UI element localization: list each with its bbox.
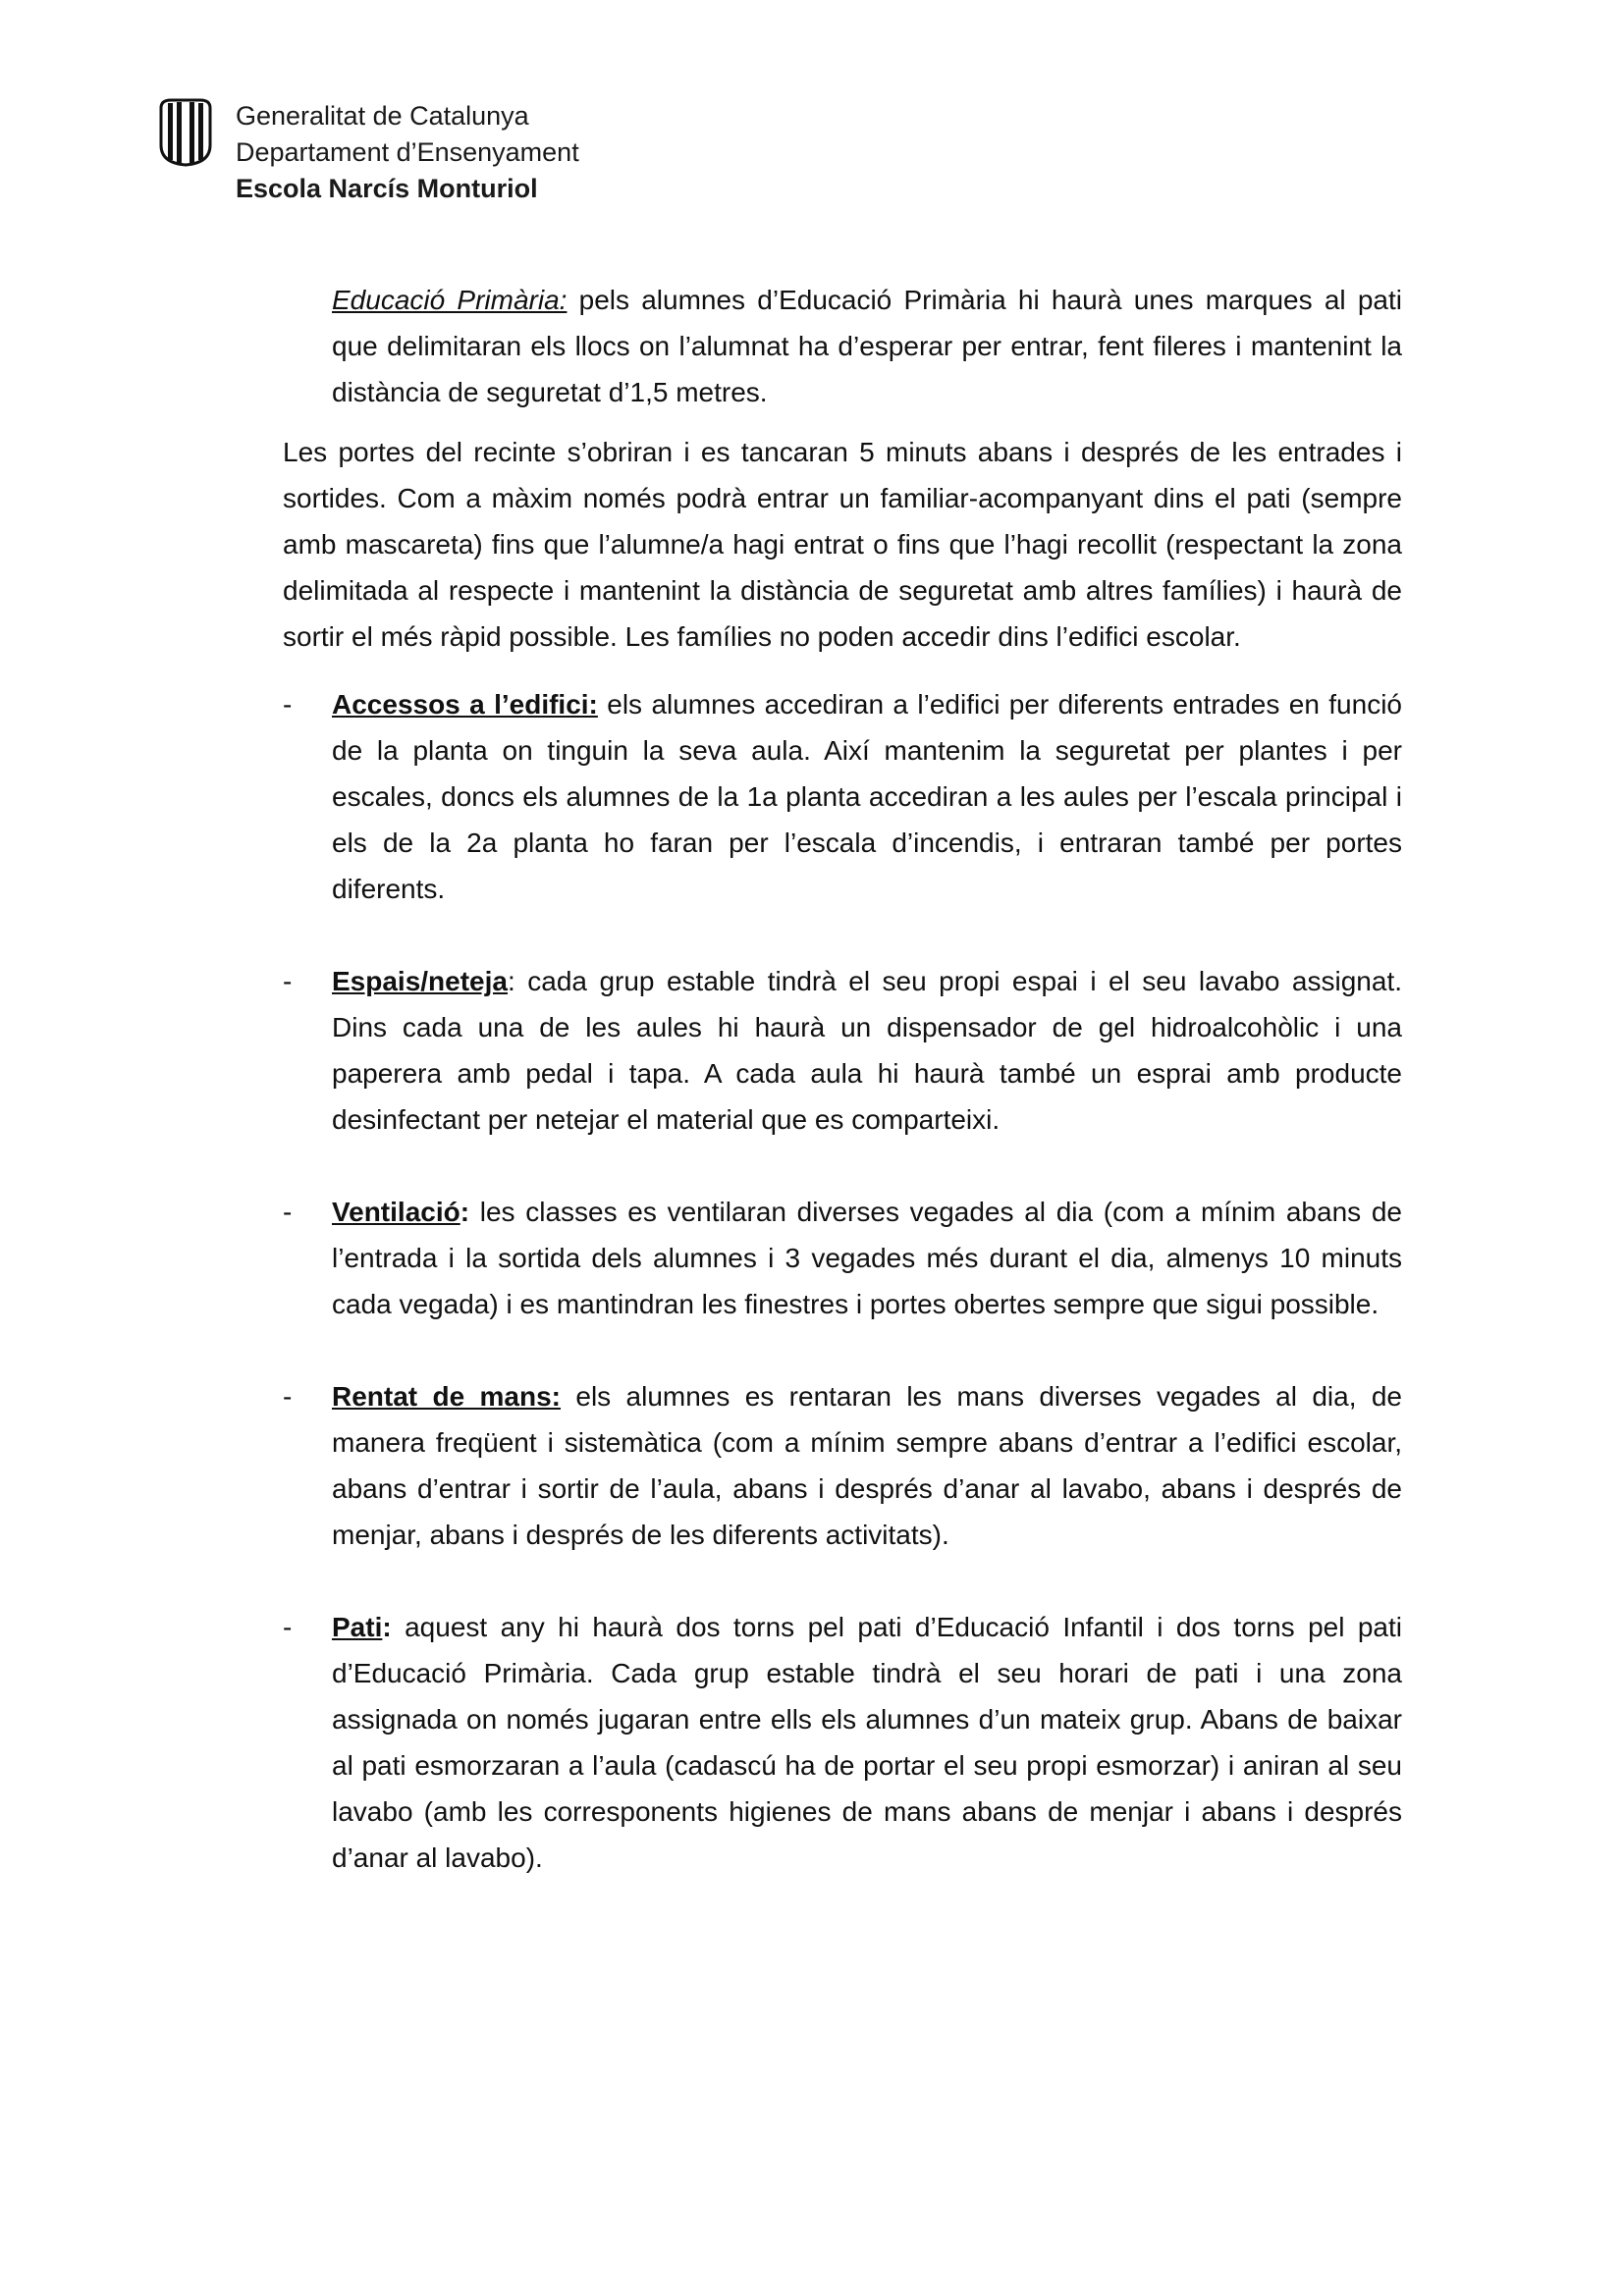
item-label-espais-neteja: Espais/neteja (332, 966, 508, 996)
primary-education-text: pels alumnes d’Educació Primària hi haurà unes marques al pati que delimitaran els llocs on l’alumnat ha d’esperar per entrar, fent fileres i mantenint la distància de seguretat d’1,5 metres. (332, 285, 1402, 407)
list-item-rentat-de-mans (283, 1373, 1402, 1558)
item-label-ventilacio: Ventilació (332, 1197, 460, 1227)
list-dash: - (283, 966, 293, 996)
item-text-rentat-de-mans: els alumnes es rentaran les mans diverses vegades al dia, de manera freqüent i sistemàtica (com a mínim sempre abans d’entrar a l’edifici escolar, abans d’entrar i sortir de l’aula, abans i després d’anar al lavabo, abans i després de menjar, abans i després de les diferents activitats). (332, 1381, 1402, 1550)
list-dash: - (283, 1381, 293, 1412)
list-item-pati (283, 1604, 1402, 1881)
item-text-pati: aquest any hi haurà dos torns pel pati d’Educació Infantil i dos torns pel pati d’Educació Primària. Cada grup estable tindrà el seu horari de pati i una zona assignada on només jugaran entre ells els alumnes d’un mateix grup. Abans de baixar al pati esmorzaran a l’aula (cadascú ha de portar el seu propi esmorzar) i aniran al seu lavabo (amb les corresponents higienes de mans abans de menjar i abans i després d’anar al lavabo). (332, 1612, 1402, 1873)
list-dash: - (283, 1197, 293, 1227)
gates-paragraph: Les portes del recinte s’obriran i es tancaran 5 minuts abans i després de les entrades i sortides. Com a màxim només podrà entrar un familiar-acompanyant dins el pati (sempre amb mascareta) fins que l’alumne/a hagi entrat o fins que l’hagi recollit (respectant la zona delimitada al respecte i mantenint la distància de seguretat amb altres famílies) i haurà de sortir el més ràpid possible. Les famílies no poden accedir dins l’edifici escolar. (283, 437, 1402, 652)
item-label-pati: Pati (332, 1612, 383, 1642)
list-item-espais-neteja (283, 958, 1402, 1143)
item-text-accessos: els alumnes accediran a l’edifici per diferents entrades en funció de la planta on tinguin la seva aula. Així mantenim la seguretat per plantes i per escales, doncs els alumnes de la 1a planta accediran a les aules per l’escala principal i els de la 2a planta ho faran per l’escala d’incendis, i entraran també per portes diferents. (332, 689, 1402, 904)
department-name: Departament d’Ensenyament (236, 137, 579, 167)
list-dash: - (283, 1612, 293, 1642)
item-label-rentat-de-mans: Rentat de mans: (332, 1381, 561, 1412)
institution-name: Generalitat de Catalunya (236, 101, 529, 131)
list-item-accessos (283, 681, 1402, 912)
item-text-espais-neteja: : cada grup estable tindrà el seu propi espai i el seu lavabo assignat. Dins cada una de les aules hi haurà un dispensador de gel hidroalcohòlic i una paperera amb pedal i tapa. A cada aula hi haurà també un esprai amb producte desinfectant per netejar el material que es comparteixi. (332, 966, 1402, 1135)
item-colon-ventilacio: : (460, 1197, 470, 1227)
item-colon-pati: : (382, 1612, 392, 1642)
letterhead-text (236, 98, 825, 207)
document-body (283, 277, 1402, 1927)
generalitat-four-bars-logo-icon (157, 98, 214, 167)
list-item-ventilacio (283, 1189, 1402, 1327)
primary-education-paragraph (332, 277, 1402, 415)
primary-education-label: Educació Primària: (332, 285, 568, 315)
item-text-ventilacio: les classes es ventilaran diverses vegades al dia (com a mínim abans de l’entrada i la sortida dels alumnes i 3 vegades més durant el dia, almenys 10 minuts cada vegada) i es mantindran les finestres i portes obertes sempre que sigui possible. (332, 1197, 1402, 1319)
school-name: Escola Narcís Monturiol (236, 174, 538, 203)
list-dash: - (283, 689, 293, 720)
item-label-accessos: Accessos a l’edifici: (332, 689, 598, 720)
